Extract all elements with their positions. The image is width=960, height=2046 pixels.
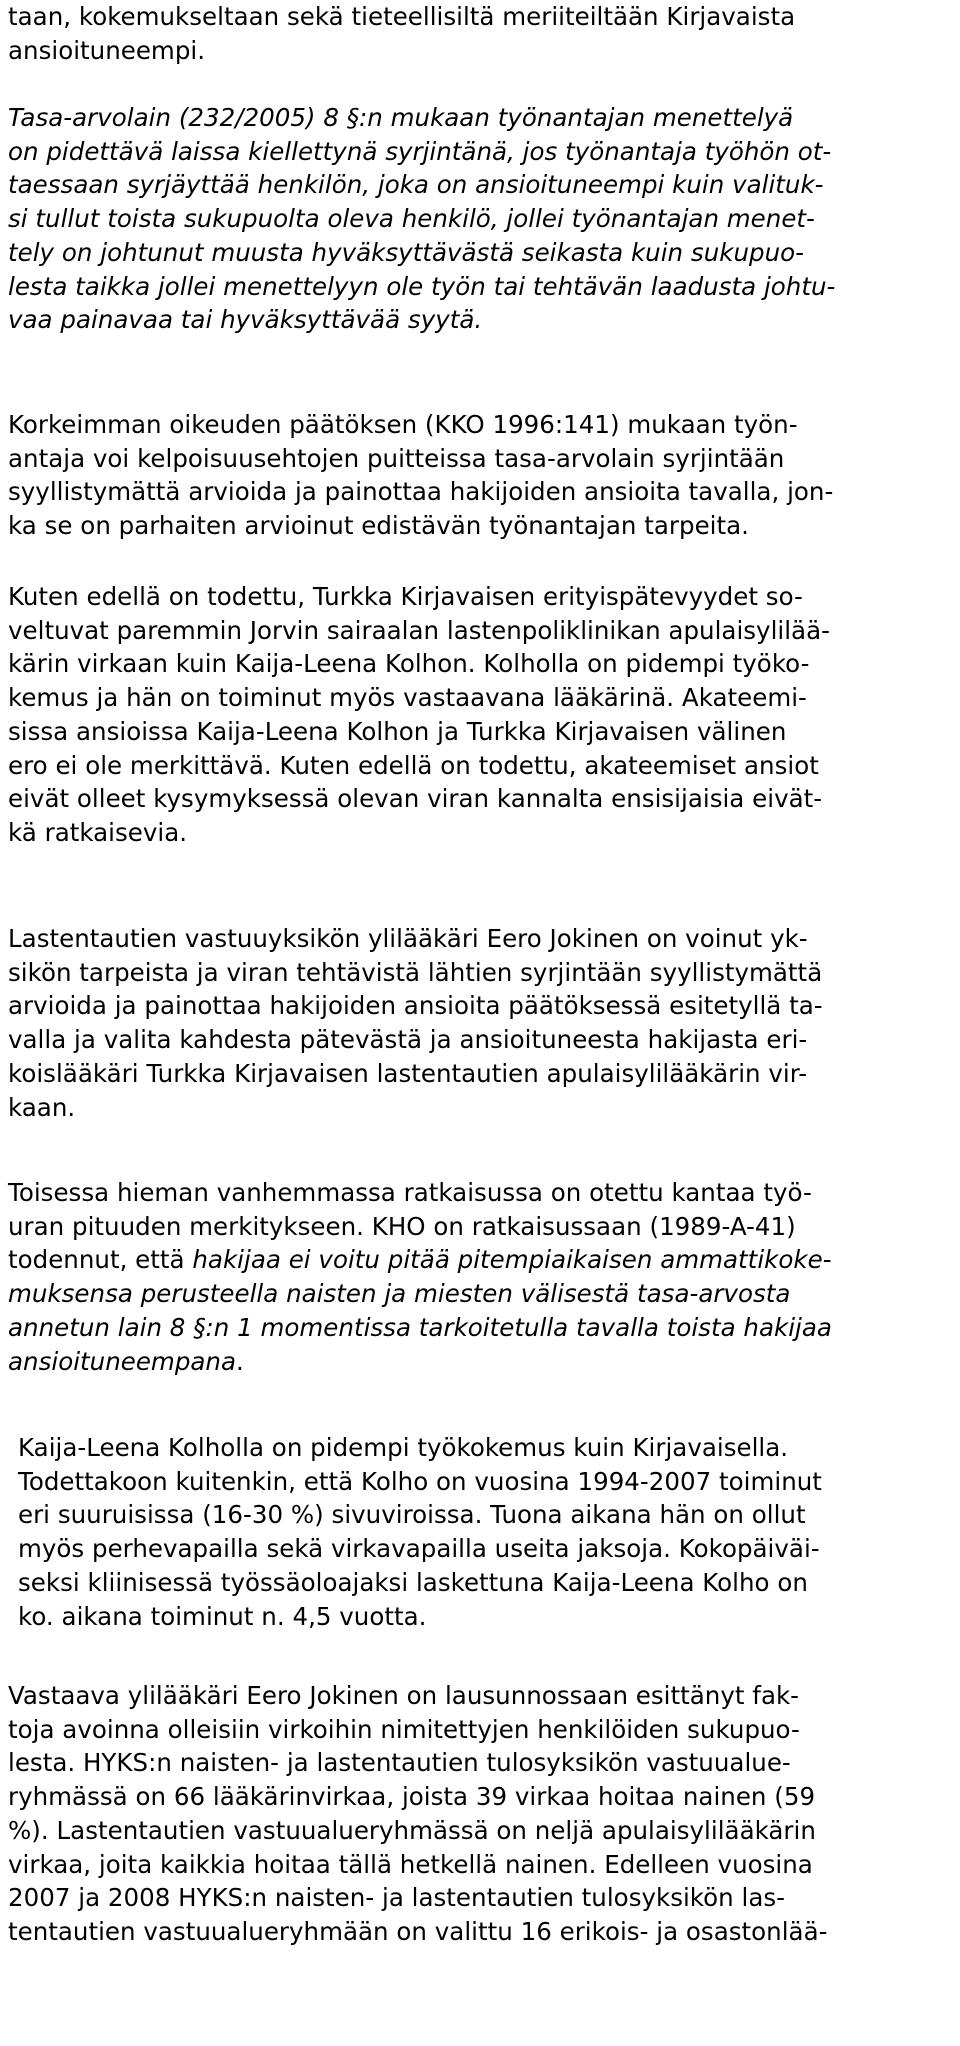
text-line: uran pituuden merkitykseen. KHO on ratkaisussaan (1989-A-41) [8,1211,796,1241]
text-line: taessaan syrjäyttää henkilön, joka on ansioituneempi kuin valituk- [8,170,824,200]
text-line: ansioituneempi. [8,35,206,65]
text-line: toja avoinna olleisiin virkoihin nimitettyjen henkilöiden sukupuo- [8,1714,800,1744]
text-line-mixed: ansioituneempana. [8,1346,244,1376]
text-line: kärin virkaan kuin Kaija-Leena Kolhon. Kolholla on pidempi työko- [8,649,810,679]
text-line: myös perhevapailla sekä virkavapailla useita jaksoja. Kokopäiväi- [18,1534,820,1564]
text-line: Todettakoon kuitenkin, että Kolho on vuosina 1994-2007 toiminut [18,1466,822,1496]
paragraph-work-experience [8,1431,948,1633]
text-line: Lastentautien vastuuyksikön ylilääkäri Eero Jokinen on voinut yk- [8,924,808,953]
text-line: Vastaava ylilääkäri Eero Jokinen on lausunnossaan esittänyt fak- [8,1681,800,1710]
text-line: ko. aikana toiminut n. 4,5 vuotta. [18,1601,427,1631]
text-line: taan, kokemukseltaan sekä tieteellisiltä meriiteiltään Kirjavaista [8,2,796,31]
text-line: kemus ja hän on toiminut myös vastaavana lääkärinä. Akateemi- [8,683,807,713]
text-line-mixed: todennut, että hakijaa ei voitu pitää pitempiaikaisen ammattikoke- [8,1245,832,1275]
text-line: syyllistymättä arvioida ja painottaa hakijoiden ansioita tavalla, jon- [8,477,834,507]
text-line: Korkeimman oikeuden päätöksen (KKO 1996:141) mukaan työn- [8,410,798,439]
text-line: seksi kliinisessä työssäoloajaksi laskettuna Kaija-Leena Kolho on [18,1567,808,1597]
text-line: %). Lastentautien vastuualueryhmässä on neljä apulaisylilääkärin [8,1815,816,1845]
text-line: virkaa, joita kaikkia hoitaa tällä hetkellä nainen. Edelleen vuosina [8,1849,813,1879]
text-line: ka se on parhaiten arvioinut edistävän työnantajan tarpeita. [8,511,749,541]
text-line: si tullut toista sukupuolta oleva henkilö, jollei työnantajan menet- [8,204,815,234]
text-line: valla ja valita kahdesta pätevästä ja ansioituneesta hakijasta eri- [8,1025,808,1055]
text-line: on pidettävä laissa kiellettynä syrjintänä, jos työnantaja työhön ot- [8,136,832,166]
text-line: Kuten edellä on todettu, Turkka Kirjavaisen erityispätevyydet so- [8,582,803,611]
text-line: lesta taikka jollei menettelyyn ole työn tai tehtävän laadusta johtu- [8,271,836,301]
paragraph-kho-decision [8,1176,948,1378]
text-line: kaan. [8,1092,76,1122]
text-line: Toisessa hieman vanhemmassa ratkaisussa on otettu kantaa työ- [8,1178,812,1207]
text-line: annetun lain 8 §:n 1 momentissa tarkoitetulla tavalla toista hakijaa [8,1312,832,1342]
text-line: ryhmässä on 66 lääkärinvirkaa, joista 39 virkaa hoitaa nainen (59 [8,1782,816,1812]
text-line: Kaija-Leena Kolholla on pidempi työkokemus kuin Kirjavaisella. [18,1433,789,1462]
text-line: Tasa-arvolain (232/2005) 8 §:n mukaan työnantajan menettelyä [8,103,794,132]
text-line: antaja voi kelpoisuusehtojen puitteissa tasa-arvolain syrjintään [8,443,785,473]
paragraph-chief-physician [8,922,948,1124]
text-line: eivät olleet kysymyksessä olevan viran kannalta ensisijaisia eivät- [8,784,823,814]
text-line: tentautien vastuualueryhmään on valittu 16 erikois- ja osastonlää- [8,1916,828,1946]
text-line: koislääkäri Turkka Kirjavaisen lastentautien apulaisylilääkärin vir- [8,1058,808,1088]
text-line: kä ratkaisevia. [8,817,188,847]
text-line: ero ei ole merkittävä. Kuten edellä on todettu, akateemiset ansiot [8,750,819,780]
paragraph-specialisation [8,580,948,850]
text-line: muksensa perusteella naisten ja miesten välisestä tasa-arvosta [8,1279,791,1309]
text-line: tely on johtunut muusta hyväksyttävästä seikasta kuin sukupuo- [8,237,804,267]
text-line: sissa ansioissa Kaija-Leena Kolhon ja Turkka Kirjavaisen välinen [8,716,787,746]
text-line: veltuvat paremmin Jorvin sairaalan lastenpoliklinikan apulaisylilää- [8,615,830,645]
paragraph-equality-act [8,101,948,337]
text-line: arvioida ja painottaa hakijoiden ansioita päätöksessä esitetyllä ta- [8,991,823,1021]
text-line: 2007 ja 2008 HYKS:n naisten- ja lastentautien tulosyksikön las- [8,1883,786,1913]
paragraph-supreme-court [8,408,948,543]
paragraph-gender-statistics [8,1679,948,1949]
text-line: vaa painavaa tai hyväksyttävää syytä. [8,305,483,335]
text-line: sikön tarpeista ja viran tehtävistä lähtien syrjintään syyllistymättä [8,957,823,987]
text-line: lesta. HYKS:n naisten- ja lastentautien tulosyksikön vastuualue- [8,1748,791,1778]
text-line: eri suuruisissa (16-30 %) sivuviroissa. Tuona aikana hän on ollut [18,1500,806,1530]
paragraph-continuation [8,0,948,67]
